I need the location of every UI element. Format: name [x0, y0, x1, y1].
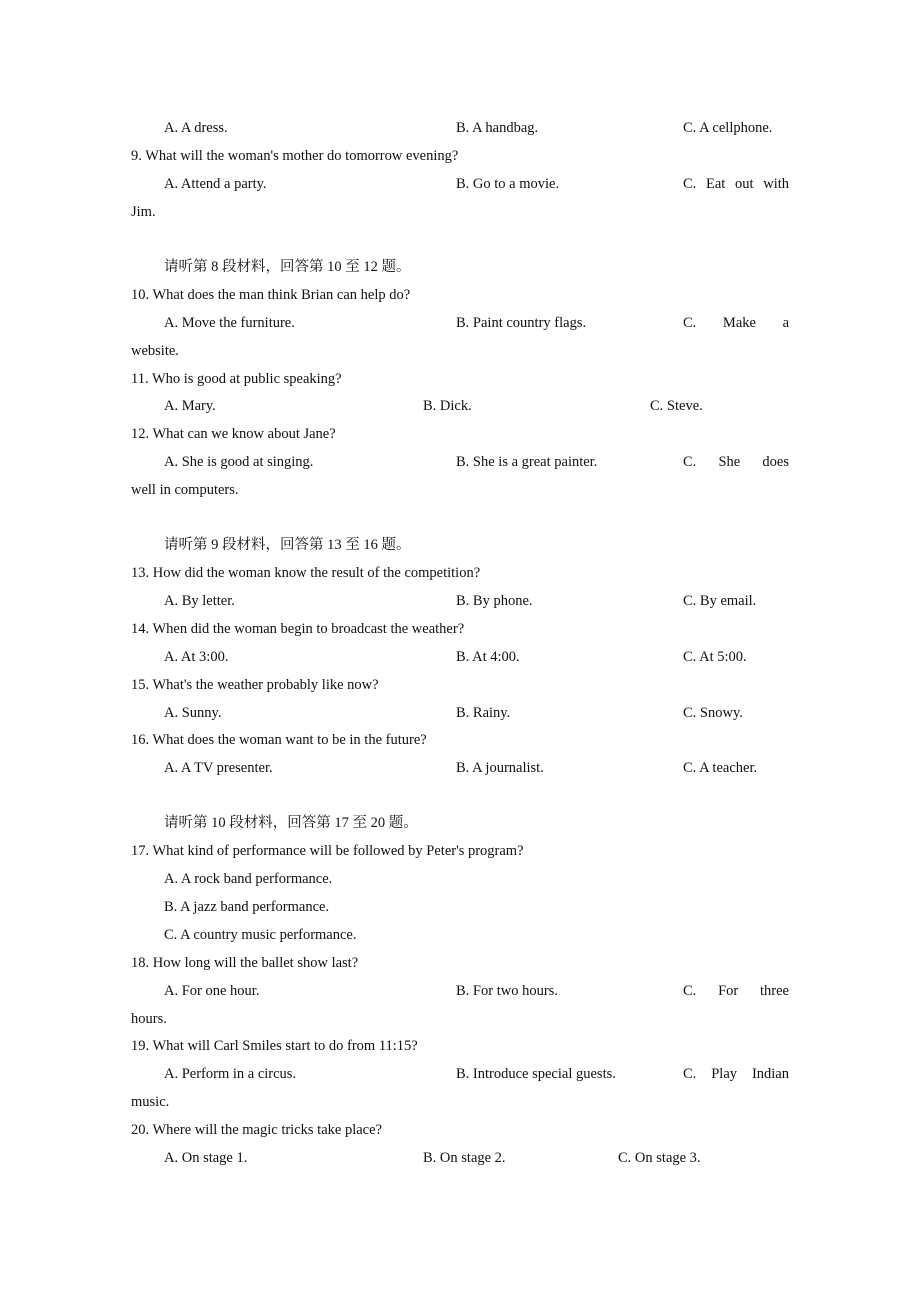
q11-option-a: A. Mary.: [164, 398, 216, 414]
q11-option-b: B. Dick.: [423, 398, 472, 414]
q14-option-c: C. At 5:00.: [683, 649, 747, 665]
word: three: [760, 983, 789, 999]
q11-question: 11. Who is good at public speaking?: [131, 371, 342, 387]
q16-option-a: A. A TV presenter.: [164, 760, 273, 776]
q16-option-c: C. A teacher.: [683, 760, 758, 776]
q20-option-a: A. On stage 1.: [164, 1150, 248, 1166]
q18-option-a: A. For one hour.: [164, 983, 260, 999]
q19-option-c: [683, 1065, 789, 1083]
word: Eat: [705, 176, 726, 192]
section-10-instruction: 请听第 10 段材料，回答第 17 至 20 题。: [164, 815, 418, 831]
q18-option-c: [683, 982, 789, 1000]
q14-option-a: A. At 3:00.: [164, 649, 229, 665]
q18-option-b: B. For two hours.: [456, 983, 558, 999]
q15-question: 15. What's the weather probably like now?: [131, 677, 379, 693]
q13-option-b: B. By phone.: [456, 593, 533, 609]
q20-option-b: B. On stage 2.: [423, 1150, 506, 1166]
word: C.: [683, 315, 697, 331]
word: For: [718, 983, 739, 999]
q14-option-b: B. At 4:00.: [456, 649, 520, 665]
q12-option-b: B. She is a great painter.: [456, 454, 598, 470]
section-8-instruction: 请听第 8 段材料，回答第 10 至 12 题。: [164, 259, 411, 275]
q11-option-c: C. Steve.: [650, 398, 703, 414]
q18-question: 18. How long will the ballet show last?: [131, 955, 359, 971]
q17-option-a: A. A rock band performance.: [164, 871, 333, 887]
word: C.: [683, 176, 697, 192]
q9-option-c-continued: Jim.: [131, 204, 156, 220]
q19-option-a: A. Perform in a circus.: [164, 1066, 297, 1082]
q9-option-c: [683, 175, 789, 193]
q10-option-c: [683, 314, 789, 332]
word: She: [718, 454, 741, 470]
word: Indian: [751, 1066, 789, 1082]
word: C.: [683, 454, 697, 470]
q18-option-c-continued: hours.: [131, 1011, 167, 1027]
q10-option-c-continued: website.: [131, 343, 179, 359]
q10-question: 10. What does the man think Brian can help do?: [131, 287, 411, 303]
q10-option-a: A. Move the furniture.: [164, 315, 295, 331]
word: does: [762, 454, 789, 470]
q17-option-c: C. A country music performance.: [164, 927, 357, 943]
word: Play: [711, 1066, 738, 1082]
q15-option-c: C. Snowy.: [683, 705, 743, 721]
q13-option-c: C. By email.: [683, 593, 757, 609]
q19-option-c-continued: music.: [131, 1094, 170, 1110]
q15-option-b: B. Rainy.: [456, 705, 511, 721]
q12-question: 12. What can we know about Jane?: [131, 426, 336, 442]
word: with: [763, 176, 789, 192]
q9-option-b: B. Go to a movie.: [456, 176, 560, 192]
word: a: [782, 315, 789, 331]
q20-question: 20. Where will the magic tricks take place?: [131, 1122, 382, 1138]
q13-question: 13. How did the woman know the result of the competition?: [131, 565, 481, 581]
q12-option-c: [683, 453, 789, 471]
q8-option-b: B. A handbag.: [456, 120, 539, 136]
q9-question: 9. What will the woman's mother do tomorrow evening?: [131, 148, 459, 164]
q19-option-b: B. Introduce special guests.: [456, 1066, 616, 1082]
q16-option-b: B. A journalist.: [456, 760, 544, 776]
q12-option-c-continued: well in computers.: [131, 482, 239, 498]
q10-option-b: B. Paint country flags.: [456, 315, 587, 331]
section-9-instruction: 请听第 9 段材料，回答第 13 至 16 题。: [164, 537, 411, 553]
q8-option-c: C. A cellphone.: [683, 120, 773, 136]
q17-option-b: B. A jazz band performance.: [164, 899, 330, 915]
word: out: [735, 176, 754, 192]
q15-option-a: A. Sunny.: [164, 705, 222, 721]
q8-option-a: A. A dress.: [164, 120, 228, 136]
word: Make: [722, 315, 756, 331]
q20-option-c: C. On stage 3.: [618, 1150, 701, 1166]
q12-option-a: A. She is good at singing.: [164, 454, 314, 470]
q16-question: 16. What does the woman want to be in the future?: [131, 732, 427, 748]
q14-question: 14. When did the woman begin to broadcast the weather?: [131, 621, 465, 637]
q9-option-a: A. Attend a party.: [164, 176, 267, 192]
q13-option-a: A. By letter.: [164, 593, 235, 609]
word: C.: [683, 983, 697, 999]
word: C.: [683, 1066, 697, 1082]
q19-question: 19. What will Carl Smiles start to do from 11:15?: [131, 1038, 418, 1054]
q17-question: 17. What kind of performance will be followed by Peter's program?: [131, 843, 524, 859]
